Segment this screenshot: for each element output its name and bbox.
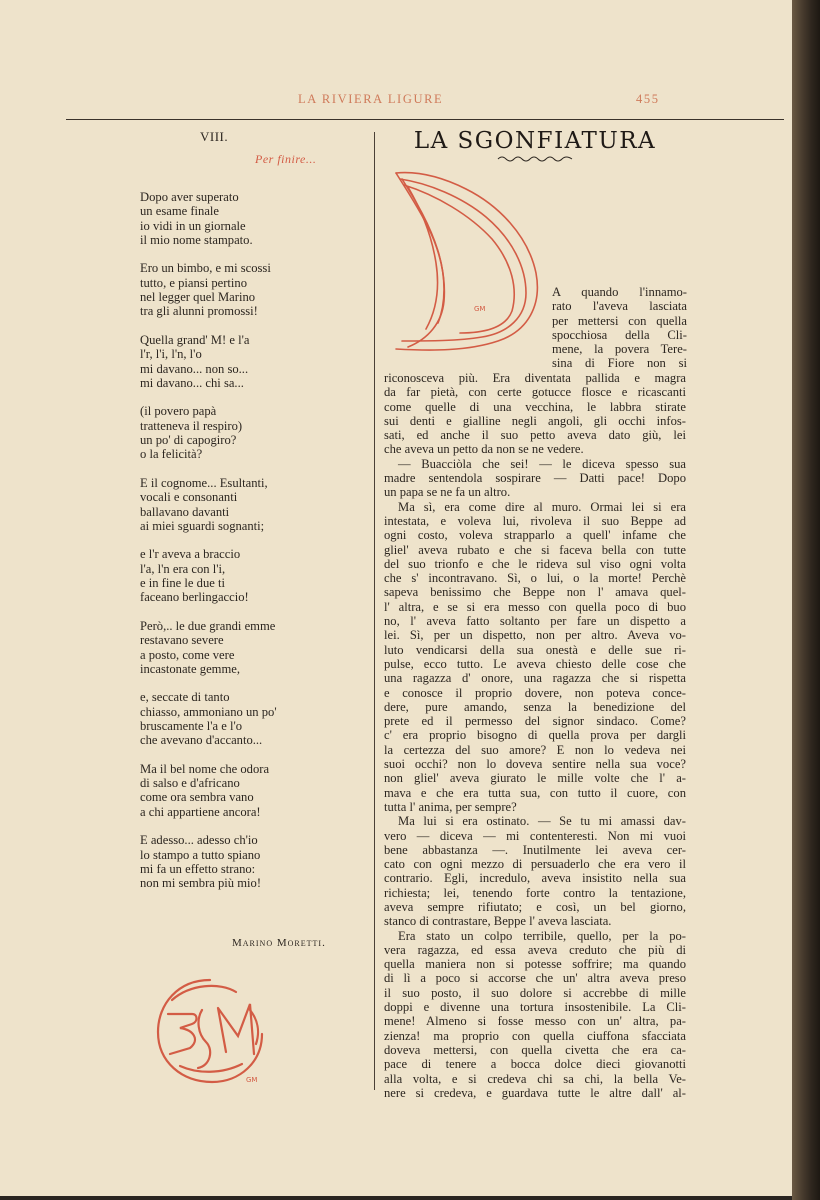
poem-stanza — [140, 762, 360, 819]
book-spine — [792, 0, 820, 1200]
poem-line: Quella grand' M! e l'a — [140, 332, 250, 347]
dropcap-line: sina di Fiore non si — [552, 356, 687, 371]
poem-line: vocali e consonanti — [140, 490, 238, 505]
article-line: bene abbastanza —. Inutilmente lei aveva cer- — [384, 842, 686, 857]
poem-line: Ero un bimbo, e mi scossi — [140, 261, 271, 276]
poem-line: tutto, e piansi pertino — [140, 275, 248, 290]
poem-line: mi davano... non so... — [140, 361, 249, 376]
poem-line: nel legger quel Marino — [140, 290, 256, 305]
article-line: gliel' aveva rubato e che si faceva bella con tutte — [384, 542, 686, 557]
epigraph: Per finire... — [255, 152, 317, 166]
poem-stanza — [140, 833, 360, 890]
poem-line: io vidi in un giornale — [140, 218, 246, 233]
article-line: e conosce il proprio dovere, non poteva conce- — [384, 685, 686, 700]
poem-line: mi davano... chi sa... — [140, 375, 244, 390]
title-flourish-icon — [496, 154, 574, 164]
article-line: doveva mettersi, con quella civetta che era ca- — [384, 1042, 686, 1057]
article-line: che aveva un petto da non se ne vedere. — [384, 442, 584, 457]
poem-line: chiasso, ammoniano un po' — [140, 704, 277, 719]
poem-line: lo stampo a tutto spiano — [140, 847, 261, 862]
article-line: non gliel' aveva giurato le mille volte che l' a- — [384, 771, 686, 786]
dropcap-d-ornament-icon — [388, 165, 548, 355]
poem-stanza — [140, 476, 360, 533]
article-line: zienza! ma proprio con quella ciuffona sfacciata — [384, 1028, 686, 1043]
article-line: stanco di contrastare, Beppe l' aveva lasciata. — [384, 914, 612, 929]
poem-line: l'a, l'n era con l'i, — [140, 561, 226, 576]
article-line: — Buacciòla che sei! — le diceva spesso sua — [398, 456, 686, 471]
dropcap-line: per mettersi con quella — [552, 313, 687, 328]
article-line: di lì a poco si accorse che un' altra aveva preso — [384, 971, 686, 986]
dropcap-line: mene, la povera Tere- — [552, 342, 687, 357]
poem-line: E il cognome... Esultanti, — [140, 475, 268, 490]
article-line: una ragazza d' onore, una ragazza che si rispetta — [384, 671, 686, 686]
article-line: sui denti e gialline negli angoli, gli occhi infos- — [384, 413, 686, 428]
article-line: del suo trionfo e che le rideva sul viso ogni volta — [384, 556, 686, 571]
page-number: 455 — [636, 92, 660, 106]
article-line: ogni costo, voleva strapparlo a quell' infame che — [384, 528, 686, 543]
article-line: aveva sempre rifiutato; e così, un bel giorno, — [384, 899, 686, 914]
article-line: pulse, ecco tutto. Le aveva chiesto delle cose che — [384, 656, 686, 671]
article-line: intestata, e voleva lui, rivoleva il suo Beppe ad — [384, 513, 686, 528]
article-line: pace di tenere a bocca dolce dieci giovanotti — [384, 1057, 686, 1072]
poem-line: un po' di capogiro? — [140, 433, 237, 448]
dropcap-text — [552, 285, 687, 371]
article-line: madre sentendola sospirare — Datti pace! Dopo — [384, 471, 686, 486]
poem-line: (il povero papà — [140, 404, 217, 419]
article-line: Era stato un colpo terribile, quello, per la po- — [398, 928, 686, 943]
article-line: sati, ed anche il suo petto aveva dato giù, lei — [384, 428, 686, 443]
article-line: vera ragazza, ed essa aveva creduto che più di — [384, 942, 686, 957]
article-line: mene! Almeno si fosse messo con un' altra, pa- — [384, 1014, 686, 1029]
poem-line: e, seccate di tanto — [140, 690, 230, 705]
poem-stanza — [140, 404, 360, 461]
article-line: no, l' aveva fatto soltanto per fare un dispetto a — [384, 614, 686, 629]
article-line: cato con ogni mezzo di persuaderlo che era vero il — [384, 857, 686, 872]
poem-line: E adesso... adesso ch'io — [140, 833, 258, 848]
article-line: come quelle di una vecchina, le labbra stirate — [384, 399, 686, 414]
article-line: sapeva benissimo che Beppe non l' amava quel- — [384, 585, 686, 600]
poem-line: l'r, l'i, l'n, l'o — [140, 347, 202, 362]
poem-line: Però,.. le due grandi emme — [140, 618, 276, 633]
article-line: mava e che era tutta sua, con tutto il cuore, con — [384, 785, 686, 800]
article-line: doppi e divenne una tortura insostenibile. La Cli- — [384, 1000, 686, 1015]
poem-line: tratteneva il respiro) — [140, 418, 243, 433]
dropcap-line: A quando l'innamo- — [552, 285, 687, 299]
article-line: da far pietà, con certe gotucce flosce e ricascanti — [384, 385, 686, 400]
dropcap-line: rato l'aveva lasciata — [552, 299, 687, 314]
poem-line: incastonate gemme, — [140, 661, 241, 676]
poem-line: a chi appartiene ancora! — [140, 804, 261, 819]
journal-title: LA RIVIERA LIGURE — [298, 92, 444, 106]
poem-line: Dopo aver superato — [140, 190, 239, 204]
article-line: lei. Sì, per un dispetto, non per altro. Aveva vo- — [384, 628, 686, 643]
poem — [140, 190, 360, 905]
poem-stanza — [140, 619, 360, 676]
poem-line: un esame finale — [140, 204, 220, 219]
article-line: suoi occhi? non lo doveva sentire nella sua voce? — [384, 757, 686, 772]
poem-stanza — [140, 547, 360, 604]
section-number: VIII. — [200, 129, 229, 144]
poem-line: o la felicità? — [140, 447, 203, 462]
poem-line: restavano severe — [140, 633, 224, 648]
poem-line: e in fine le due ti — [140, 576, 225, 591]
dropcap-line: spocchiosa della Cli- — [552, 327, 687, 342]
article-line: tutta l' anima, per sempre? — [384, 799, 517, 814]
article-line: Ma lui si era ostinato. — Se tu mi amassi dav- — [398, 814, 686, 829]
poem-line: come ora sembra vano — [140, 790, 254, 805]
poem-line: il mio nome stampato. — [140, 232, 253, 247]
poem-stanza — [140, 261, 360, 318]
poem-line: a posto, come vere — [140, 647, 235, 662]
poem-line: mi fa un effetto strano: — [140, 861, 256, 876]
article-line: luto vendicarsi della sua onestà e delle sue ri- — [384, 642, 686, 657]
article-line: la certezza del suo amore? E non lo vedeva nei — [384, 742, 686, 757]
dropcap-initials: GM — [474, 305, 486, 313]
article-line: prete ed il permesso del signor sindaco. Come? — [384, 714, 686, 729]
article-line: contrario. Egli, incredulo, aveva insistito nella sua — [384, 871, 686, 886]
poem-line: che avevano d'accanto... — [140, 733, 263, 748]
header-rule — [66, 119, 784, 120]
article-body — [384, 371, 686, 1100]
article-line: dere, pure amando, senza la benedizione del — [384, 699, 686, 714]
article-line: quella maniera non si potesse soffrire; ma quando — [384, 957, 686, 972]
poem-stanza — [140, 690, 360, 747]
poem-line: Ma il bel nome che odora — [140, 761, 270, 776]
poem-line: tra gli alunni promossi! — [140, 304, 258, 319]
article-line: nere si credeva, e guardava tutte le altre dall' al- — [384, 1085, 686, 1100]
poem-line: faceano berlingaccio! — [140, 590, 249, 605]
poem-line: non mi sembra più mio! — [140, 876, 262, 891]
poem-stanza — [140, 333, 360, 390]
poem-line: e l'r aveva a braccio — [140, 547, 241, 562]
article-line: c' era proprio bisogno di quella prova per dargli — [384, 728, 686, 743]
poem-stanza — [140, 190, 360, 247]
poem-line: ballavano davanti — [140, 504, 230, 519]
article-line: riconosceva più. Era diventata pallida e magra — [384, 371, 686, 385]
article-line: Ma sì, era come dire al muro. Ormai lei si era — [398, 499, 686, 514]
monogram-ornament-icon — [150, 970, 270, 1090]
running-head — [0, 92, 792, 110]
article-line: il suo posto, il suo dolore si accrebbe di mille — [384, 985, 686, 1000]
article-line: che s' incontravano. Sì, o lui, o la morte! Perchè — [384, 571, 686, 586]
article-line: l' altra, e se si era messo con quella poco di buo — [384, 599, 686, 614]
article-line: alla volta, e si credeva chi sa chi, la bella Ve- — [384, 1071, 686, 1086]
article-line: richiesta; lei, tenendo forte contro la tentazione, — [384, 885, 686, 900]
article-title: LA SGONFIATURA — [413, 128, 657, 154]
monogram-initials: GM — [246, 1076, 258, 1084]
column-divider — [374, 132, 375, 1090]
poem-line: ai miei sguardi sognanti; — [140, 518, 265, 533]
poem-line: bruscamente l'a e l'o — [140, 718, 243, 733]
article-line: vero — diceva — mi contenteresti. Non mi vuoi — [384, 828, 686, 843]
author-signature: Marino Moretti. — [232, 937, 326, 949]
article-line: un papa se ne fa un altro. — [384, 485, 511, 500]
poem-line: di salso e d'africano — [140, 776, 240, 791]
